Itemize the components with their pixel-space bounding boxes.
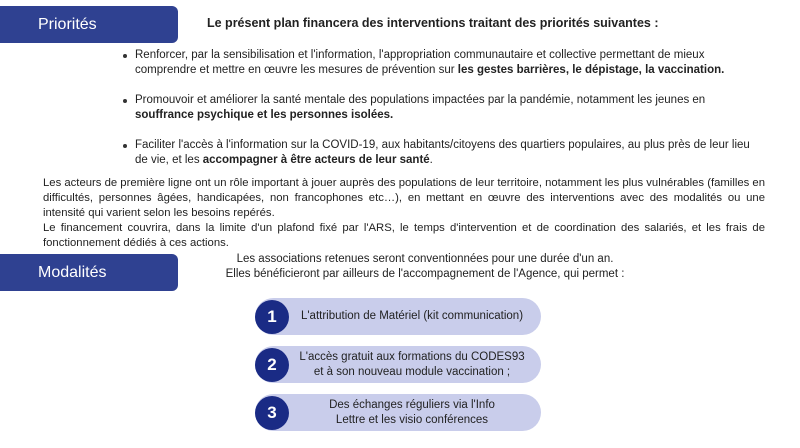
list-item [122,93,762,123]
modalites-intro [200,252,650,282]
item-text [289,398,541,428]
list-item [122,138,762,168]
bullet-text: Promouvoir et améliorer la santé mentale des populations impactées par la pandémie, notamment les jeunes en [135,94,706,106]
list-item [122,48,762,78]
modalite-item-2 [255,346,541,383]
item-text [289,309,541,324]
priorites-tab [0,6,178,43]
modalite-item-1 [255,298,541,335]
modalite-item-3 [255,394,541,431]
number-badge: 3 [255,396,289,430]
modalites-tab [0,254,178,291]
priorites-tab-label: Priorités [38,15,97,33]
bullet-bold: souffrance psychique et les personnes isolées. [135,109,394,121]
bullet-after: . [429,154,433,166]
item-line-1: Des échanges réguliers via l'Info [329,398,495,411]
bullet-bold: les gestes barrières, le dépistage, la vaccination. [457,64,725,76]
number-badge: 2 [255,348,289,382]
item-line-2: Lettre et les visio conférences [335,413,489,426]
item-text [289,350,541,380]
intro-line-1: Les associations retenues seront conventionnées pour une durée d'un an. [236,253,614,265]
bullet-text: Faciliter l'accès à l'information sur la COVID-19, aux habitants/citoyens des quartiers populaires, au plus près de leur lieu de vie, et les [135,139,750,166]
bullet-text: Renforcer, par la sensibilisation et l'information, l'appropriation communautaire et collective permettant de mieux comprendre et mettre en œuvre les mesures de prévention sur [135,49,705,76]
intro-line-2: Elles bénéficieront par ailleurs de l'accompagnement de l'Agence, qui permet : [225,268,625,280]
item-line-1: L'attribution de Matériel (kit communication) [300,310,524,322]
number-badge: 1 [255,300,289,334]
modalites-tab-label: Modalités [38,263,107,281]
priorities-list [122,48,762,183]
item-line-2: et à son nouveau module vaccination ; [313,365,511,378]
bullet-bold: accompagner à être acteurs de leur santé [202,154,430,166]
paragraph-actors: Les acteurs de première ligne ont un rôle important à jouer auprès des populations de leur territoire, notamment les plus vulnérables (familles en difficultés, personnes âgées, handicapées, non francophones etc…), en mettant en œuvre des interventions avec des modalités ou une intensité qui varient selon les besoins repérés. [43,177,765,219]
paragraph-funding: Le financement couvrira, dans la limite d'un plafond fixé par l'ARS, le temps d'intervention et de coordination des salariés, et les frais de fonctionnement dédiés à ces actions. [43,222,765,249]
priorites-heading: Le présent plan financera des interventions traitant des priorités suivantes : [207,16,659,30]
item-line-1: L'accès gratuit aux formations du CODES93 [299,350,525,363]
body-paragraph [43,176,765,251]
